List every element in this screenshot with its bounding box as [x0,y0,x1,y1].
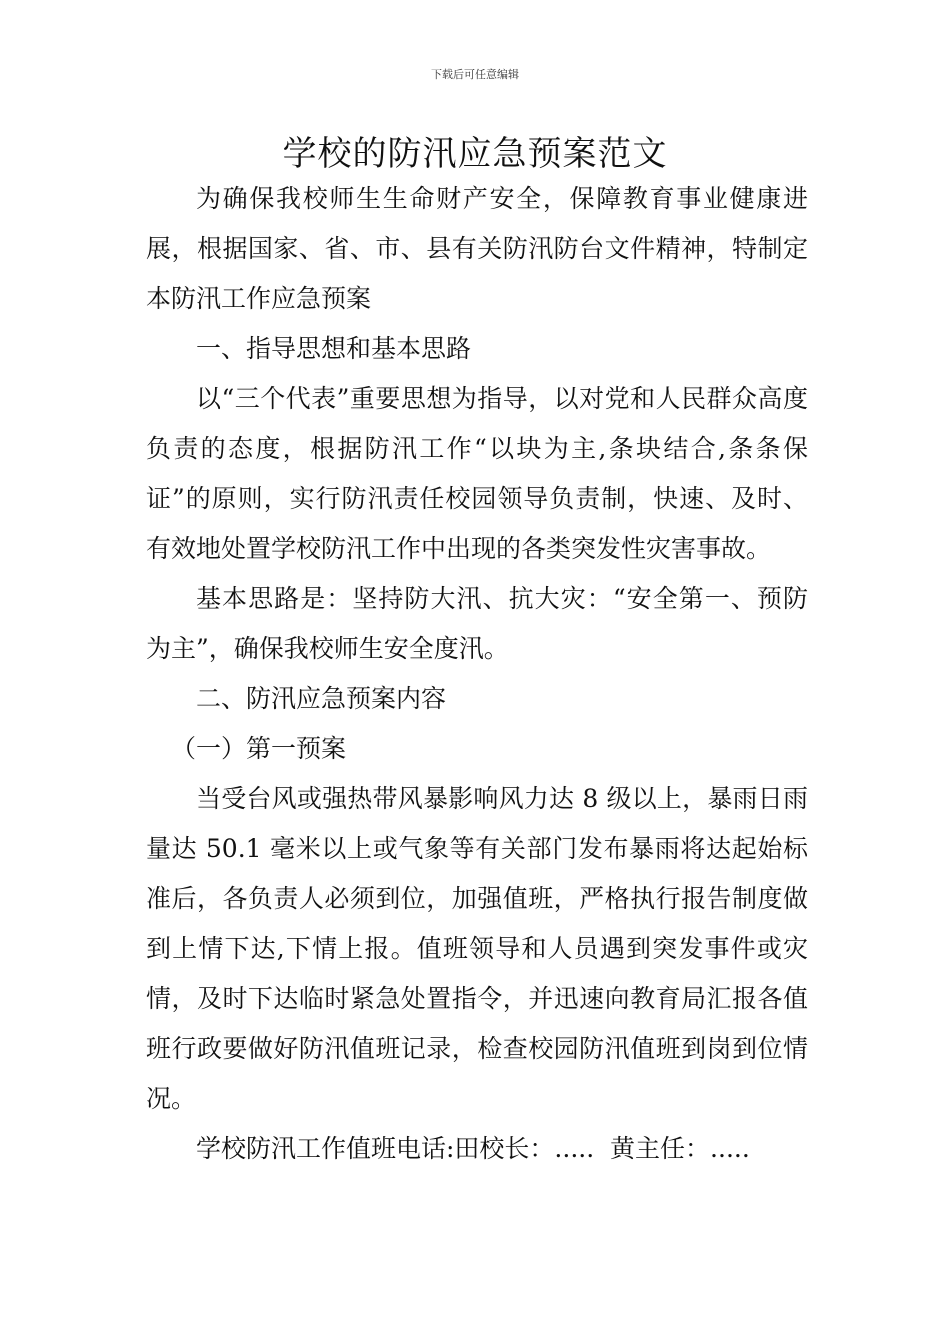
document-title: 学校的防汛应急预案范文 [282,134,668,174]
duty-phone-line: 学校防汛工作值班电话:田校长：..... 黄主任：..... [196,1134,750,1163]
section-2-subheading: （一）第一预案 [171,734,347,763]
section-1-paragraph-2: 基本思路是：坚持防大汛、抗大灾：“安全第一、预防为主”，确保我校师生安全度汛。 [146,584,808,663]
section-1-paragraph-1: 以“三个代表”重要思想为指导，以对党和人民群众高度负责的态度，根据防汛工作“以块为主,条块结合,条条保证”的原则，实行防汛责任校园领导负责制，快速、及时、有效地处置学校防汛工作中出现的各类突发性灾害事故。 [146,384,808,563]
document-body [146,174,808,1174]
section-2-paragraph-1: 当受台风或强热带风暴影响风力达 8 级以上，暴雨日雨量达 50.1 毫米以上或气象等有关部门发布暴雨将达起始标准后，各负责人必须到位，加强值班，严格执行报告制度做到上情下达,下情上报。值班领导和人员遇到突发事件或灾情，及时下达临时紧急处置指令，并迅速向教育局汇报各值班行政要做好防汛值班记录，检查校园防汛值班到岗到位情况。 [146,784,808,1113]
page-header-note: 下载后可任意编辑 [431,68,519,81]
section-1-heading: 一、指导思想和基本思路 [196,334,472,363]
intro-paragraph: 为确保我校师生生命财产安全，保障教育事业健康进展，根据国家、省、市、县有关防汛防台文件精神，特制定本防汛工作应急预案 [146,184,808,313]
section-2-heading: 二、防汛应急预案内容 [196,684,447,713]
